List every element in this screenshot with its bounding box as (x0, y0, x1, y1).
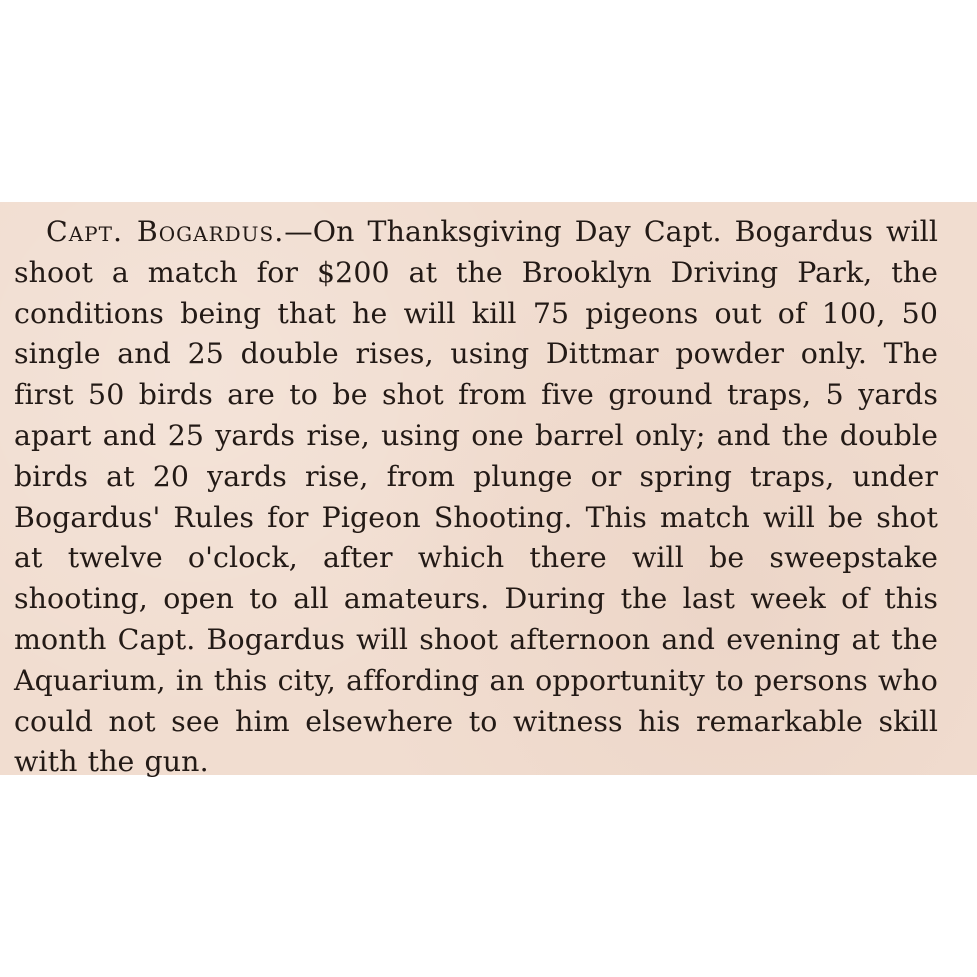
article-body: —On Thanksgiving Day Capt. Bogardus will shoot a match for $200 at the Brooklyn Driving Park, the conditions being that he will kill 75 pigeons out of 100, 50 single and 25 double rises, using Dittmar powder only. The first 50 birds are to be shot from five ground traps, 5 yards apart and 25 yards rise, using one barrel only; and the double birds at 20 yards rise, from plunge or spring traps, under Bogardus' Rules for Pigeon Shooting. This match will be shot at twelve o'clock, after which there will be sweepstake shooting, open to all amateurs. During the last week of this month Capt. Bogardus will shoot afternoon and evening at the Aquarium, in this city, affording an opportunity to persons who could not see him elsewhere to witness his remarkable skill with the gun. (14, 215, 938, 779)
article-paragraph (14, 212, 938, 783)
article-headline: Capt. Bogardus. (46, 215, 285, 248)
newspaper-clipping (0, 202, 977, 779)
